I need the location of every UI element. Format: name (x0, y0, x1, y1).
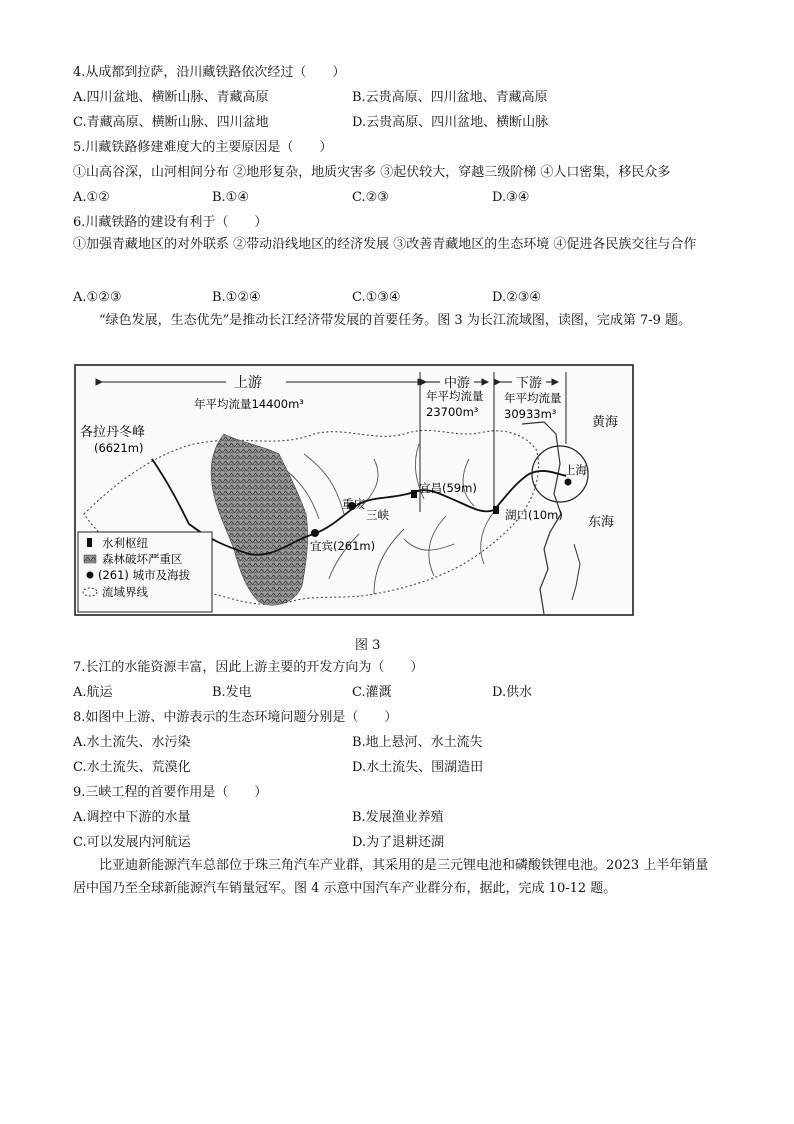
label-lower-flow-1: 年平均流量 (504, 391, 562, 405)
city-yibin-marker (311, 529, 319, 537)
q7-option-c: C.灌溉 (352, 685, 392, 700)
legend-boundary-label: 流域界线 (102, 585, 148, 599)
q5-option-d: D.③④ (492, 190, 530, 205)
q6-option-c: C.①③④ (352, 290, 401, 305)
q6-option-a: A.①②③ (73, 290, 122, 305)
legend-city-icon (87, 572, 94, 579)
figure-3-caption: 图 3 (355, 638, 381, 653)
q8-option-c: C.水土流失、荒漠化 (73, 760, 191, 775)
q4-option-d: D.云贵高原、四川盆地、横断山脉 (352, 115, 549, 130)
q7-option-d: D.供水 (492, 685, 533, 700)
label-lower-flow-2: 30933m³ (504, 407, 557, 421)
label-lower-reach: 下游 (516, 376, 543, 391)
map-legend (78, 532, 212, 612)
q6-stem: 6.川藏铁路的建设有利于（ ） (73, 215, 268, 230)
label-hukou: 湖口(10m) (505, 508, 563, 522)
legend-city-label: (261) 城市及海拔 (98, 568, 191, 582)
q7-stem: 7.长江的水能资源丰富，因此上游主要的开发方向为（ ） (73, 660, 424, 675)
q5-stem: 5.川藏铁路修建难度大的主要原因是（ ） (73, 140, 333, 155)
label-geladandong-altitude: (6621m) (94, 441, 144, 455)
q4-option-b: B.云贵高原、四川盆地、青藏高原 (352, 90, 548, 105)
dam-gezhouba-icon (493, 506, 499, 514)
label-upper-reach: 上游 (234, 375, 262, 391)
label-middle-reach: 中游 (444, 376, 471, 391)
legend-dam-label: 水利枢纽 (102, 536, 148, 550)
q6-statements: ①加强青藏地区的对外联系 ②带动沿线地区的经济发展 ③改善青藏地区的生态环境 ④促进各民族交往与合作 (73, 237, 697, 252)
q4-option-c: C.青藏高原、横断山脉、四川盆地 (73, 115, 269, 130)
dam-sanxia-icon (411, 490, 417, 498)
intro-questions-10-12: 比亚迪新能源汽车总部位于珠三角汽车产业群，其采用的是三元锂电池和磷酸铁锂电池。2023 上半年销量居中国乃至全球新能源汽车销量冠军。图 4 示意中国汽车产业群分布，据此，完成 10-12 题。 (73, 858, 709, 896)
label-yibin: 宜宾(261m) (310, 539, 376, 553)
q6-option-b: B.①②④ (212, 290, 261, 305)
q4-option-a: A.四川盆地、横断山脉、青藏高原 (73, 90, 269, 105)
label-geladandong-peak: 各拉丹冬峰 (80, 425, 146, 440)
legend-forest-label: 森林破坏严重区 (102, 552, 183, 566)
label-middle-flow-1: 年平均流量 (426, 389, 484, 403)
q7-option-b: B.发电 (212, 685, 252, 700)
q9-option-a: A.调控中下游的水量 (73, 810, 191, 825)
label-yichang: 宜昌(59m) (419, 481, 477, 495)
q5-statements: ①山高谷深，山河相间分布 ②地形复杂，地质灾害多 ③起伏较大，穿越三级阶梯 ④人口密集，移民众多 (73, 165, 671, 180)
q5-option-a: A.①② (73, 190, 110, 205)
q6-option-d: D.②③④ (492, 290, 542, 305)
city-shanghai-marker (565, 479, 572, 486)
label-sanxia: 三峡 (366, 508, 389, 522)
intro-questions-7-9: “绿色发展，生态优先”是推动长江经济带发展的首要任务。图 3 为长江流域图，读图，完成第 7-9 题。 (99, 313, 692, 328)
label-upper-flow: 年平均流量14400m³ (194, 397, 304, 411)
q9-option-d: D.为了退耕还湖 (352, 835, 445, 850)
q9-stem: 9.三峡工程的首要作用是（ ） (73, 785, 268, 800)
q8-option-b: B.地上悬河、水土流失 (352, 735, 483, 750)
q9-option-c: C.可以发展内河航运 (73, 835, 191, 850)
q4-stem: 4.从成都到拉萨，沿川藏铁路依次经过（ ） (73, 65, 346, 80)
q5-option-b: B.①④ (212, 190, 249, 205)
label-yellow-sea: 黄海 (592, 415, 619, 430)
q8-stem: 8.如图中上游、中游表示的生态环境问题分别是（ ） (73, 710, 398, 725)
q8-option-d: D.水土流失、围湖造田 (352, 760, 484, 775)
label-middle-flow-2: 23700m³ (426, 405, 479, 419)
q9-option-b: B.发展渔业养殖 (352, 810, 444, 825)
label-east-china-sea: 东海 (588, 515, 615, 530)
figure-3-yangtze-map (74, 364, 634, 616)
label-shanghai: 上海 (564, 463, 587, 477)
legend-dam-icon (87, 538, 92, 547)
q7-option-a: A.航运 (73, 685, 113, 700)
q8-option-a: A.水土流失、水污染 (73, 735, 191, 750)
label-chongqing: 重庆 (342, 497, 365, 511)
legend-forest-icon (84, 555, 96, 563)
q5-option-c: C.②③ (352, 190, 389, 205)
